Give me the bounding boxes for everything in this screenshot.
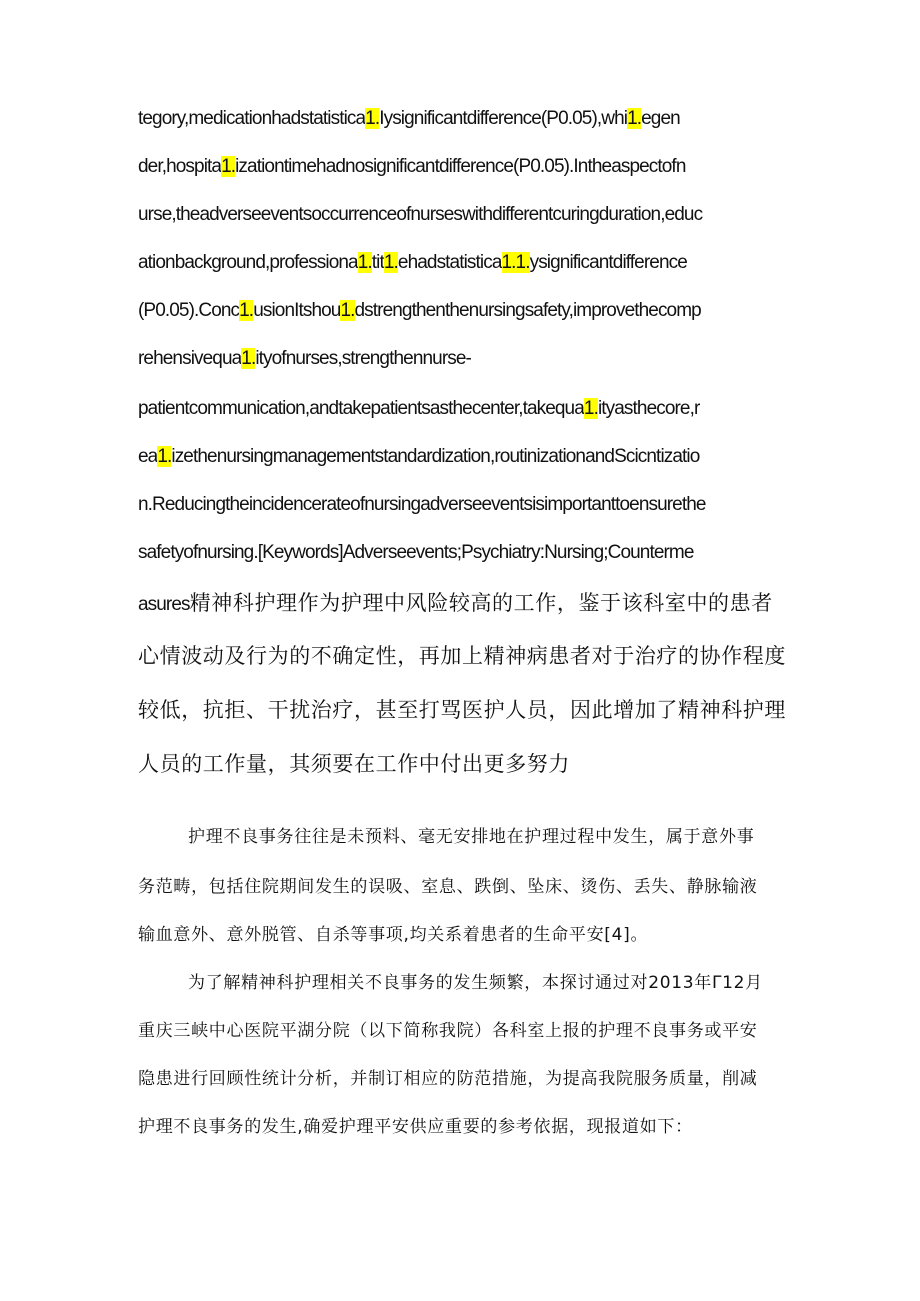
highlighted-text: 1.1.	[501, 252, 530, 273]
paragraph-1-line-1	[188, 822, 798, 852]
abstract-line-1	[138, 103, 798, 135]
abstract-line-10	[138, 537, 798, 569]
paragraph-2-line-4	[138, 1112, 798, 1142]
highlighted-text: 1.	[221, 156, 236, 177]
text-segment: (P0.05).Conc	[138, 300, 240, 321]
abstract-line-8	[138, 441, 798, 473]
text-segment: ityofnurses,strengthennurse-	[255, 348, 471, 369]
text-segment: 人员的工作量，其须要在工作中付出更多努力	[138, 752, 570, 776]
text-segment: 输血意外、意外脱管、自杀等事项,均关系着患者的生命平安[4]。	[138, 925, 649, 945]
text-segment: der,hospita	[138, 156, 222, 177]
text-segment: ehadstatistica	[397, 252, 502, 273]
highlighted-text: 1.	[627, 108, 642, 129]
text-segment: 重庆三峡中心医院平湖分院（以下简称我院）各科室上报的护理不良事务或平安	[138, 1021, 758, 1041]
highlighted-text: 1.	[340, 300, 355, 321]
text-segment: 务范畴，包括住院期间发生的误吸、室息、跌倒、坠床、烫伤、丢失、静脉输液	[138, 877, 758, 897]
text-segment: ityasthecore,r	[597, 398, 700, 419]
text-segment: patientcommunication,andtakepatientsasthecenter,takequa	[138, 398, 584, 419]
paragraph-2-line-3	[138, 1064, 798, 1094]
text-segment: n.Reducingtheincidencerateofnursingadverseeventsisimportanttoensurethe	[138, 494, 706, 515]
intro-line-3	[138, 693, 798, 727]
text-segment: ea	[138, 446, 158, 467]
intro-line-4	[138, 747, 798, 781]
abstract-line-7	[138, 393, 798, 425]
highlighted-text: 1.	[241, 348, 256, 369]
text-segment: Iysignificantdifference(P0.05),whi	[379, 108, 628, 129]
highlighted-text: 1.	[157, 446, 172, 467]
text-segment: rehensivequa	[138, 348, 242, 369]
highlighted-text: 1.	[239, 300, 254, 321]
abstract-line-5	[138, 295, 798, 327]
text-segment: ysignificantdifference	[529, 252, 687, 273]
abstract-line-9	[138, 489, 798, 521]
highlighted-text: 1.	[583, 398, 598, 419]
text-segment: egen	[641, 108, 680, 129]
text-segment: tegory,medicationhadstatistica	[138, 108, 366, 129]
text-segment: 精神科护理作为护理中风险较高的工作，鉴于该科室中的患者	[189, 591, 773, 615]
abstract-line-2	[138, 151, 798, 183]
text-segment: usionItshou	[253, 300, 341, 321]
text-segment: tit	[371, 252, 384, 273]
text-segment: ationbackground,professiona	[138, 252, 358, 273]
paragraph-1-line-2	[138, 872, 798, 902]
text-segment: 为了解精神科护理相关不良事务的发生频繁，本探讨通过对2013年Γ12月	[188, 973, 763, 993]
text-segment: urse,theadverseeventsoccurrenceofnurseswithdifferentcuringduration,educ	[138, 204, 703, 225]
text-segment: 护理不良事务往往是未预料、毫无安排地在护理过程中发生，属于意外事	[188, 827, 755, 847]
abstract-line-6	[138, 343, 798, 375]
paragraph-2-line-2	[138, 1016, 798, 1046]
text-segment: 较低，抗拒、干扰治疗，甚至打骂医护人员，因此增加了精神科护理	[138, 698, 786, 722]
abstract-line-4	[138, 247, 798, 279]
highlighted-text: 1.	[383, 252, 398, 273]
text-segment: safetyofnursing.[Keywords]Adverseevents;Psychiatry:Nursing;Counterme	[138, 542, 694, 563]
paragraph-2-line-1	[188, 968, 798, 998]
text-segment: dstrengthenthenursingsafety,improvethecomp	[354, 300, 701, 321]
text-segment: 心情波动及行为的不确定性，再加上精神病患者对于治疗的协作程度	[138, 644, 786, 668]
paragraph-1-line-3	[138, 920, 798, 950]
text-segment: izethenursingmanagementstandardization,routinizationandScicntizatio	[171, 446, 700, 467]
text-segment: 护理不良事务的发生,确爱护理平安供应重要的参考依据，现报道如下：	[138, 1117, 693, 1137]
text-segment: asures	[138, 594, 190, 615]
highlighted-text: 1.	[357, 252, 372, 273]
highlighted-text: 1.	[365, 108, 380, 129]
text-segment: 隐患进行回顾性统计分析，并制订相应的防范措施，为提高我院服务质量，削减	[138, 1069, 758, 1089]
intro-line-2	[138, 639, 798, 673]
text-segment: izationtimehadnosignificantdifference(P0.05).Intheaspectofn	[235, 156, 686, 177]
abstract-line-3	[138, 199, 798, 231]
intro-line-1	[138, 586, 798, 620]
